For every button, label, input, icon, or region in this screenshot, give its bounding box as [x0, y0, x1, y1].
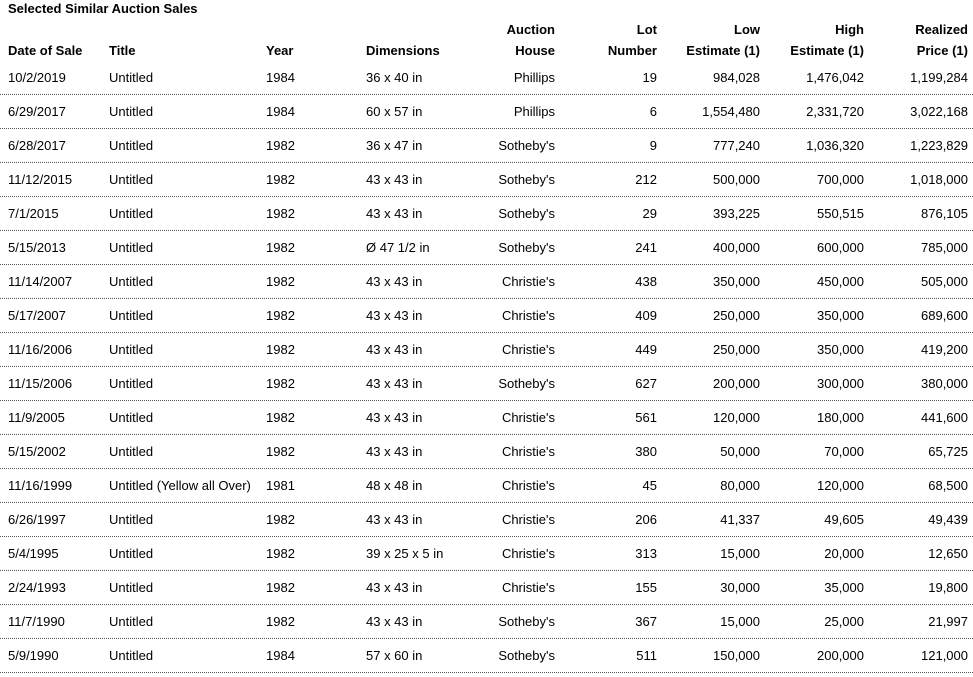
cell-year: 1982 — [266, 240, 295, 255]
cell-lot-number: 29 — [642, 206, 657, 221]
cell-date: 5/4/1995 — [8, 546, 59, 561]
table-row — [0, 469, 973, 503]
cell-lot-number: 511 — [636, 648, 657, 663]
cell-high-estimate: 1,036,320 — [806, 138, 864, 153]
cell-lot-number: 9 — [649, 138, 657, 153]
cell-year: 1982 — [266, 614, 295, 629]
cell-low-estimate: 984,028 — [713, 70, 760, 85]
cell-lot-number: 19 — [642, 70, 657, 85]
table-row — [0, 265, 973, 299]
cell-year: 1984 — [266, 104, 295, 119]
cell-auction-house: Phillips — [513, 104, 555, 119]
cell-high-estimate: 200,000 — [817, 648, 864, 663]
cell-dimensions: 43 x 43 in — [366, 376, 423, 391]
cell-low-estimate: 1,554,480 — [702, 104, 760, 119]
cell-realized-price: 65,725 — [928, 444, 968, 459]
cell-realized-price: 1,223,829 — [910, 138, 968, 153]
cell-year: 1981 — [266, 478, 295, 493]
cell-year: 1982 — [266, 512, 295, 527]
cell-date: 11/14/2007 — [8, 274, 73, 289]
cell-date: 6/28/2017 — [8, 138, 66, 153]
table-row — [0, 571, 973, 605]
cell-date: 7/1/2015 — [8, 206, 59, 221]
cell-lot-number: 212 — [635, 172, 657, 187]
table-title: Selected Similar Auction Sales — [8, 1, 198, 16]
cell-title: Untitled — [109, 512, 154, 527]
cell-dimensions: 43 x 43 in — [366, 206, 423, 221]
cell-date: 5/17/2007 — [8, 308, 66, 323]
cell-realized-price: 19,800 — [928, 580, 968, 595]
cell-date: 11/16/1999 — [8, 478, 73, 493]
cell-dimensions: 60 x 57 in — [366, 104, 423, 119]
cell-title: Untitled — [109, 648, 154, 663]
cell-low-estimate: 393,225 — [713, 206, 760, 221]
cell-dimensions: 43 x 43 in — [366, 580, 423, 595]
cell-date: 5/15/2013 — [8, 240, 66, 255]
cell-realized-price: 785,000 — [921, 240, 968, 255]
cell-auction-house: Phillips — [513, 70, 555, 85]
cell-date: 11/9/2005 — [8, 410, 65, 425]
header-auction-house: Auction House — [506, 22, 555, 58]
cell-auction-house: Christie's — [501, 512, 555, 527]
cell-date: 2/24/1993 — [8, 580, 66, 595]
cell-dimensions: 43 x 43 in — [366, 614, 423, 629]
header-dimensions: Dimensions — [366, 42, 440, 58]
cell-lot-number: 45 — [642, 478, 657, 493]
cell-auction-house: Sotheby's — [498, 172, 555, 187]
cell-dimensions: 43 x 43 in — [366, 444, 423, 459]
cell-realized-price: 12,650 — [928, 546, 968, 561]
table-row — [0, 605, 973, 639]
cell-high-estimate: 25,000 — [824, 614, 864, 629]
cell-dimensions: 43 x 43 in — [366, 308, 423, 323]
cell-high-estimate: 120,000 — [817, 478, 864, 493]
table-row — [0, 163, 973, 197]
cell-title: Untitled — [109, 104, 154, 119]
table-row — [0, 231, 973, 265]
cell-dimensions: 43 x 43 in — [366, 512, 423, 527]
cell-auction-house: Christie's — [501, 546, 555, 561]
cell-low-estimate: 777,240 — [713, 138, 760, 153]
cell-high-estimate: 300,000 — [817, 376, 864, 391]
cell-low-estimate: 15,000 — [720, 614, 760, 629]
cell-high-estimate: 35,000 — [824, 580, 864, 595]
cell-auction-house: Sotheby's — [498, 614, 555, 629]
cell-low-estimate: 50,000 — [720, 444, 760, 459]
cell-dimensions: 39 x 25 x 5 in — [366, 546, 444, 561]
cell-dimensions: 43 x 43 in — [366, 172, 423, 187]
table-row — [0, 435, 973, 469]
cell-lot-number: 206 — [635, 512, 657, 527]
cell-title: Untitled — [109, 308, 154, 323]
cell-realized-price: 1,018,000 — [910, 172, 968, 187]
cell-low-estimate: 15,000 — [720, 546, 760, 561]
cell-dimensions: 57 x 60 in — [366, 648, 423, 663]
cell-year: 1982 — [266, 444, 295, 459]
cell-title: Untitled — [109, 70, 154, 85]
table-row — [0, 197, 973, 231]
cell-lot-number: 241 — [635, 240, 657, 255]
cell-high-estimate: 2,331,720 — [806, 104, 864, 119]
cell-auction-house: Christie's — [501, 342, 555, 357]
cell-high-estimate: 1,476,042 — [806, 70, 864, 85]
cell-low-estimate: 500,000 — [713, 172, 760, 187]
cell-year: 1982 — [266, 342, 295, 357]
cell-year: 1982 — [266, 206, 295, 221]
cell-year: 1982 — [266, 172, 295, 187]
header-date: Date of Sale — [8, 42, 83, 58]
cell-dimensions: 43 x 43 in — [366, 410, 423, 425]
cell-lot-number: 313 — [635, 546, 657, 561]
cell-lot-number: 380 — [635, 444, 657, 459]
cell-title: Untitled — [109, 240, 154, 255]
cell-year: 1982 — [266, 376, 295, 391]
cell-low-estimate: 250,000 — [713, 308, 760, 323]
cell-auction-house: Sotheby's — [498, 648, 555, 663]
cell-auction-house: Sotheby's — [498, 206, 555, 221]
cell-auction-house: Christie's — [501, 410, 555, 425]
cell-realized-price: 419,200 — [921, 342, 968, 357]
cell-year: 1982 — [266, 138, 295, 153]
cell-low-estimate: 120,000 — [713, 410, 760, 425]
cell-dimensions: 43 x 43 in — [366, 274, 423, 289]
cell-realized-price: 689,600 — [921, 308, 968, 323]
cell-realized-price: 3,022,168 — [910, 104, 968, 119]
cell-title: Untitled — [109, 614, 154, 629]
cell-high-estimate: 700,000 — [817, 172, 864, 187]
cell-realized-price: 1,199,284 — [910, 70, 968, 85]
cell-low-estimate: 400,000 — [713, 240, 760, 255]
cell-year: 1982 — [266, 410, 295, 425]
cell-auction-house: Christie's — [501, 444, 555, 459]
cell-low-estimate: 80,000 — [720, 478, 760, 493]
cell-date: 5/15/2002 — [8, 444, 66, 459]
cell-high-estimate: 450,000 — [817, 274, 864, 289]
cell-lot-number: 627 — [635, 376, 657, 391]
table-row — [0, 537, 973, 571]
cell-year: 1982 — [266, 274, 295, 289]
cell-dimensions: 43 x 43 in — [366, 342, 423, 357]
cell-title: Untitled — [109, 410, 154, 425]
cell-low-estimate: 350,000 — [713, 274, 760, 289]
cell-auction-house: Christie's — [501, 274, 555, 289]
cell-year: 1982 — [266, 546, 295, 561]
cell-lot-number: 6 — [649, 104, 657, 119]
cell-high-estimate: 70,000 — [824, 444, 864, 459]
cell-date: 11/15/2006 — [8, 376, 73, 391]
cell-title: Untitled — [109, 444, 154, 459]
header-realized-price: Realized Price (1) — [915, 22, 968, 58]
cell-high-estimate: 350,000 — [817, 308, 864, 323]
cell-dimensions: Ø 47 1/2 in — [366, 240, 430, 255]
cell-lot-number: 561 — [635, 410, 657, 425]
cell-low-estimate: 200,000 — [713, 376, 760, 391]
cell-high-estimate: 600,000 — [817, 240, 864, 255]
cell-dimensions: 48 x 48 in — [366, 478, 423, 493]
cell-high-estimate: 20,000 — [824, 546, 864, 561]
cell-title: Untitled — [109, 138, 154, 153]
cell-realized-price: 21,997 — [928, 614, 968, 629]
table-row — [0, 333, 973, 367]
cell-realized-price: 505,000 — [921, 274, 968, 289]
cell-date: 6/26/1997 — [8, 512, 66, 527]
table-row — [0, 367, 973, 401]
cell-low-estimate: 41,337 — [720, 512, 760, 527]
cell-auction-house: Sotheby's — [498, 240, 555, 255]
cell-date: 6/29/2017 — [8, 104, 66, 119]
table-row — [0, 401, 973, 435]
cell-low-estimate: 30,000 — [720, 580, 760, 595]
cell-realized-price: 121,000 — [921, 648, 968, 663]
table-row — [0, 299, 973, 333]
cell-title: Untitled — [109, 342, 154, 357]
header-low-estimate: Low Estimate (1) — [686, 22, 760, 58]
header-title: Title — [109, 42, 136, 58]
table-row — [0, 503, 973, 537]
cell-realized-price: 49,439 — [928, 512, 968, 527]
table-row — [0, 61, 973, 95]
cell-date: 5/9/1990 — [8, 648, 59, 663]
cell-dimensions: 36 x 47 in — [366, 138, 423, 153]
cell-high-estimate: 180,000 — [817, 410, 864, 425]
cell-realized-price: 380,000 — [921, 376, 968, 391]
cell-auction-house: Christie's — [501, 308, 555, 323]
cell-date: 11/7/1990 — [8, 614, 65, 629]
cell-lot-number: 438 — [635, 274, 657, 289]
cell-year: 1984 — [266, 648, 295, 663]
cell-title: Untitled — [109, 546, 154, 561]
table-row — [0, 129, 973, 163]
cell-auction-house: Sotheby's — [498, 138, 555, 153]
table-row — [0, 95, 973, 129]
cell-lot-number: 155 — [635, 580, 657, 595]
cell-title: Untitled (Yellow all Over) — [109, 478, 251, 493]
cell-low-estimate: 150,000 — [713, 648, 760, 663]
cell-year: 1982 — [266, 308, 295, 323]
cell-realized-price: 876,105 — [921, 206, 968, 221]
cell-year: 1984 — [266, 70, 295, 85]
cell-low-estimate: 250,000 — [713, 342, 760, 357]
cell-title: Untitled — [109, 274, 154, 289]
cell-realized-price: 441,600 — [921, 410, 968, 425]
cell-lot-number: 409 — [635, 308, 657, 323]
cell-title: Untitled — [109, 376, 154, 391]
cell-date: 10/2/2019 — [8, 70, 66, 85]
header-high-estimate: High Estimate (1) — [790, 22, 864, 58]
cell-lot-number: 367 — [635, 614, 657, 629]
header-lot-number: Lot Number — [607, 22, 657, 58]
table-row — [0, 639, 973, 673]
cell-date: 11/16/2006 — [8, 342, 73, 357]
header-year: Year — [266, 42, 294, 58]
cell-auction-house: Sotheby's — [498, 376, 555, 391]
cell-high-estimate: 550,515 — [817, 206, 864, 221]
cell-year: 1982 — [266, 580, 295, 595]
cell-lot-number: 449 — [635, 342, 657, 357]
cell-auction-house: Christie's — [501, 580, 555, 595]
cell-title: Untitled — [109, 206, 154, 221]
cell-high-estimate: 350,000 — [817, 342, 864, 357]
cell-dimensions: 36 x 40 in — [366, 70, 423, 85]
cell-title: Untitled — [109, 580, 154, 595]
cell-high-estimate: 49,605 — [824, 512, 864, 527]
cell-date: 11/12/2015 — [8, 172, 73, 187]
cell-auction-house: Christie's — [501, 478, 555, 493]
cell-realized-price: 68,500 — [928, 478, 968, 493]
cell-title: Untitled — [109, 172, 154, 187]
